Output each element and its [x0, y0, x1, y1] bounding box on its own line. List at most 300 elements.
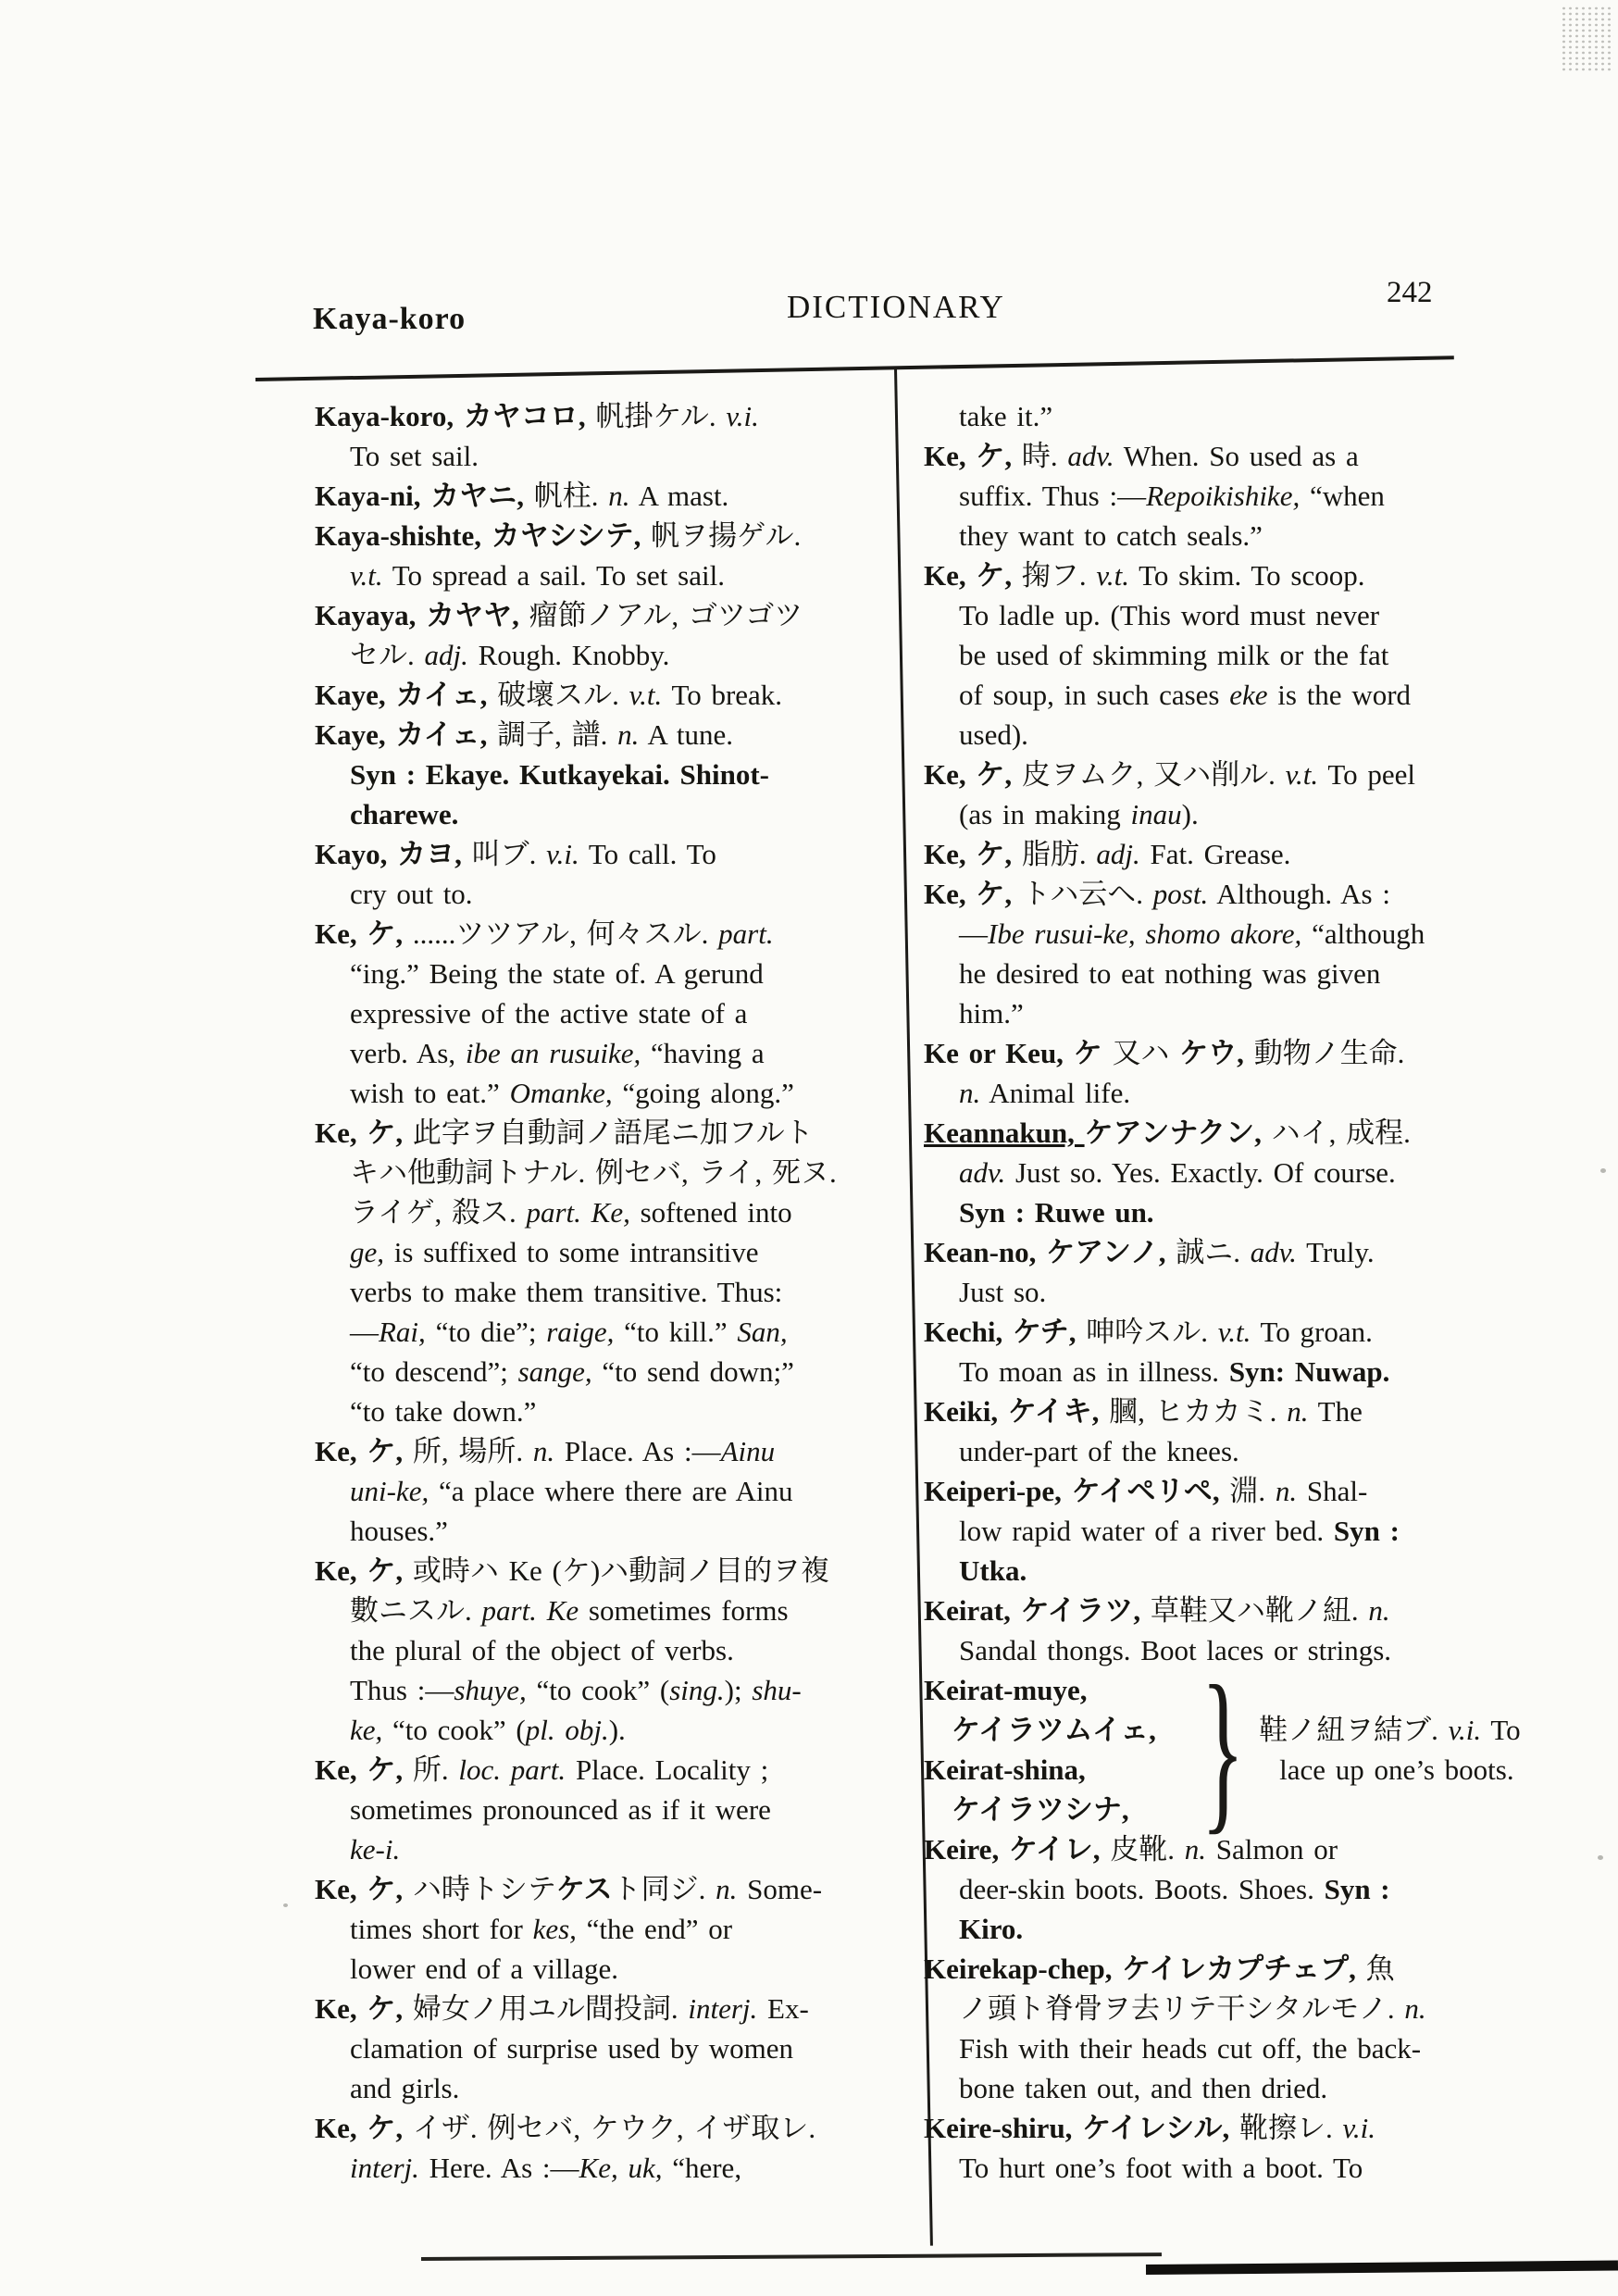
text-run: “to descend”; — [350, 1355, 518, 1388]
text-run: To call. To — [579, 838, 716, 870]
text-run: (as in making — [959, 798, 1131, 830]
text-run: “to cook” ( — [526, 1674, 670, 1706]
entry-line — [315, 396, 912, 436]
text-run: ト同ジ. — [612, 1873, 716, 1905]
entry-line — [924, 1750, 1203, 1790]
text-run: interj. — [350, 2152, 419, 2184]
entry-line — [315, 794, 912, 834]
dictionary-entry — [924, 1391, 1539, 1471]
entry-line — [924, 1790, 1203, 1829]
text-run: カヤニ, — [430, 480, 534, 512]
headword: Kaya-shishte, — [315, 519, 492, 552]
text-run: “although — [1301, 917, 1425, 950]
text-run: ケ — [1073, 1037, 1113, 1069]
headword: Ke, — [315, 1753, 367, 1786]
text-run: n. — [1287, 1395, 1309, 1428]
entry-line — [315, 1949, 912, 1989]
entry-line — [315, 2068, 912, 2108]
headword: Keirat-muye, — [924, 1674, 1088, 1706]
text-run: loc. part. — [458, 1753, 566, 1786]
headword: Ke, — [924, 758, 977, 791]
text-run: Place. As :— — [554, 1435, 721, 1467]
text-run: Ibe rusui-ke, shomo akore, — [988, 917, 1302, 950]
headword: Keirekap-chep, — [924, 1953, 1123, 1985]
entry-line — [315, 1670, 912, 1710]
entry-line — [315, 1192, 912, 1232]
text-run: Kiro. — [959, 1913, 1024, 1945]
text-run: uni-ke, — [350, 1475, 429, 1507]
text-run: San, — [737, 1316, 788, 1348]
text-run: adj. — [1096, 838, 1140, 870]
text-run: expressive of the active state of a — [350, 997, 748, 1029]
headword: Kean-no, — [924, 1236, 1047, 1268]
text-run: Shal- — [1297, 1475, 1368, 1507]
text-run: 破壞スル. — [497, 679, 629, 711]
text-run: v.i. — [726, 400, 759, 432]
text-run: kes, — [532, 1913, 577, 1945]
entry-line — [924, 914, 1539, 954]
dictionary-entry — [315, 1551, 912, 1750]
dictionary-entry — [924, 1471, 1539, 1591]
text-run: lower end of a village. — [350, 1953, 619, 1985]
text-run: adv. — [959, 1156, 1006, 1189]
headword: Kayaya, — [315, 599, 427, 631]
text-run: part. — [718, 917, 774, 950]
entry-line — [924, 1312, 1539, 1352]
entry-line — [315, 1232, 912, 1272]
headword: Kaya-ni, — [315, 480, 431, 512]
text-run: used). — [959, 718, 1028, 751]
dictionary-entry — [315, 1869, 912, 1989]
text-run: v.t. — [350, 559, 383, 592]
headword: Keire-shiru, — [924, 2112, 1083, 2144]
dictionary-entry — [924, 2108, 1539, 2188]
headword: Keirat, — [924, 1594, 1021, 1627]
text-run: ハ時トシテ — [412, 1873, 556, 1905]
text-run: To skim. To scoop. — [1128, 559, 1365, 592]
text-run: カヤシシテ, — [491, 519, 652, 552]
headword: Ke, — [315, 917, 367, 950]
headword: Keiki, — [924, 1395, 1008, 1428]
dictionary-entry — [924, 555, 1539, 755]
entry-line — [315, 1471, 912, 1511]
text-run: charewe. — [350, 798, 459, 830]
text-run: n. — [1404, 1992, 1426, 2025]
text-run: ケス — [555, 1873, 613, 1905]
entry-line — [315, 1391, 912, 1431]
entry-line — [924, 1909, 1539, 1949]
left-column — [315, 396, 912, 2188]
text-run: adj. — [424, 639, 468, 671]
entry-line — [924, 1989, 1539, 2028]
scan-noise-dot — [283, 1903, 288, 1907]
text-run: wish to eat.” — [350, 1077, 510, 1109]
entry-line — [924, 715, 1539, 755]
text-run: カヤヤ, — [426, 599, 529, 631]
text-run: raige, — [546, 1316, 615, 1348]
entry-line — [315, 1710, 912, 1750]
headword: Kaye, — [315, 679, 396, 711]
text-run: ke-i. — [350, 1833, 401, 1866]
entry-line — [924, 794, 1539, 834]
text-run: Utka. — [959, 1554, 1027, 1587]
entry-line — [924, 436, 1539, 476]
text-run: To groan. — [1251, 1316, 1373, 1348]
headword: Ke, — [924, 838, 977, 870]
text-run: bone taken out, and then dried. — [959, 2072, 1328, 2104]
headword: Keannakun, — [924, 1117, 1085, 1149]
dictionary-entry — [924, 396, 1539, 436]
headword: Ke, — [315, 1117, 367, 1149]
entry-line — [1259, 1710, 1521, 1750]
text-run: “ing.” Being the state of. A gerund — [350, 957, 764, 990]
text-run: 帆ヲ揚ゲル. — [651, 519, 802, 552]
text-run: Thus :— — [350, 1674, 454, 1706]
headword: Kayo, — [315, 838, 398, 870]
text-run: take it.” — [959, 400, 1053, 432]
text-run: ノ頭ト脊骨ヲ去リテ干シタルモノ. — [959, 1992, 1405, 2025]
page-title: DICTIONARY — [787, 289, 1005, 325]
text-run: To set sail. — [350, 440, 479, 472]
entry-line — [924, 1591, 1539, 1630]
dictionary-entry — [924, 834, 1539, 874]
text-run: pl. obj. — [525, 1714, 609, 1746]
text-run: Animal life. — [980, 1077, 1131, 1109]
entry-line — [315, 1511, 912, 1551]
text-run: verb. As, — [350, 1037, 466, 1069]
text-run: ケウ, — [1179, 1037, 1254, 1069]
entry-line — [315, 1591, 912, 1630]
headword: Kechi, — [924, 1316, 1013, 1348]
text-run: Ke, uk, — [579, 2152, 663, 2184]
entry-line — [315, 874, 912, 914]
dictionary-entry — [315, 476, 912, 516]
text-run: When. So used as a — [1114, 440, 1359, 472]
dictionary-entry — [315, 1750, 912, 1869]
text-run: v.t. — [1217, 1316, 1251, 1348]
text-run: ケイレカプチェプ, — [1122, 1953, 1366, 1985]
entry-line — [315, 1153, 912, 1192]
text-run: Here. As :— — [418, 2152, 579, 2184]
entry-line — [315, 1272, 912, 1312]
entry-line — [924, 635, 1539, 675]
text-run: 叫ブ. — [471, 838, 547, 870]
text-run: shu- — [752, 1674, 802, 1706]
dictionary-entry — [315, 834, 912, 914]
text-run: Syn : — [1324, 1873, 1390, 1905]
text-run: n. — [532, 1435, 555, 1467]
text-run: To break. — [662, 679, 783, 711]
entry-line — [315, 635, 912, 675]
text-run: 時. — [1021, 440, 1068, 472]
headword: Ke, — [924, 559, 977, 592]
text-run: カヨ, — [397, 838, 472, 870]
text-run: ). — [608, 1714, 626, 1746]
entry-line — [315, 1312, 912, 1352]
dictionary-entry — [924, 1113, 1539, 1232]
text-run: ケアンナクン, — [1084, 1117, 1272, 1149]
text-run: 又ハ — [1112, 1037, 1180, 1069]
scan-noise-dot — [1598, 1855, 1603, 1860]
text-run: 動物ノ生命. — [1253, 1037, 1405, 1069]
text-run: the plural of the object of verbs. — [350, 1634, 734, 1666]
text-run: part. — [481, 1594, 547, 1627]
text-run: 草鞋又ハ靴ノ紐. — [1150, 1594, 1369, 1627]
header-section-word: Kaya-koro — [313, 302, 467, 336]
entry-line — [315, 834, 912, 874]
dictionary-entry — [315, 2108, 912, 2188]
text-run: 或時ハ Ke (ケ)ハ動詞ノ目的ヲ複 — [412, 1554, 830, 1587]
text-run: ケ, — [367, 2112, 413, 2144]
text-run: — — [350, 1316, 379, 1348]
entry-line — [315, 993, 912, 1033]
entry-line — [924, 2108, 1539, 2148]
entry-line — [924, 1391, 1539, 1431]
text-run: Repoikishike, — [1146, 480, 1301, 512]
headword: Ke, — [315, 1435, 367, 1467]
text-run: Rai, — [379, 1316, 426, 1348]
text-run: ge, — [350, 1236, 385, 1268]
text-run: Syn: Nuwap. — [1228, 1355, 1390, 1388]
text-run: houses.” — [350, 1515, 448, 1547]
text-run: Truly. — [1296, 1236, 1375, 1268]
dictionary-entry — [924, 436, 1539, 555]
entry-line — [315, 1033, 912, 1073]
headword: Keire, — [924, 1833, 1009, 1866]
text-run: 呻吟スル. — [1086, 1316, 1218, 1348]
dictionary-entry — [924, 1312, 1539, 1391]
text-run: shuye, — [454, 1674, 527, 1706]
text-run: ケイレ, — [1008, 1833, 1111, 1866]
entry-line — [924, 1272, 1539, 1312]
text-run: ケ, — [976, 559, 1022, 592]
right-column — [924, 396, 1539, 2188]
text-run: n. — [716, 1873, 738, 1905]
dictionary-entry — [315, 1989, 912, 2108]
text-run: him.” — [959, 997, 1024, 1029]
text-run: times short for — [350, 1913, 533, 1945]
entry-line — [315, 914, 912, 954]
text-run: n. — [617, 718, 640, 751]
entry-line — [315, 516, 912, 555]
dictionary-entry — [315, 516, 912, 595]
text-run: ライゲ, 殺ス. — [350, 1196, 527, 1229]
headword: Kaye, — [315, 718, 396, 751]
text-run: Ke, — [591, 1196, 630, 1229]
text-run: 所, 場所. — [412, 1435, 533, 1467]
text-run: sometimes forms — [579, 1594, 789, 1627]
text-run: post. — [1152, 878, 1209, 910]
text-run: “to kill.” — [614, 1316, 738, 1348]
text-run: A tune. — [639, 718, 734, 751]
text-run: Rough. Knobby. — [467, 639, 670, 671]
text-run: 數ニスル. — [350, 1594, 482, 1627]
entry-line — [315, 1909, 912, 1949]
text-run: セル. — [350, 639, 425, 671]
text-run: v.i. — [546, 838, 579, 870]
dictionary-entry — [315, 396, 912, 476]
text-run: 膕, ヒカカミ. — [1109, 1395, 1288, 1428]
text-run: verbs to make them transitive. Thus: — [350, 1276, 783, 1308]
text-run: Syn : — [1333, 1515, 1400, 1547]
text-run: is suffixed to some intransitive — [384, 1236, 759, 1268]
text-run: ケチ, — [1013, 1316, 1087, 1348]
dictionary-entry — [315, 595, 912, 675]
entry-line — [315, 1352, 912, 1391]
text-run: interj. — [688, 1992, 758, 2025]
text-run: “a place where there are Ainu — [429, 1475, 793, 1507]
text-run: Place. Locality ; — [566, 1753, 769, 1786]
text-run: 帆柱. — [533, 480, 609, 512]
entry-line — [315, 675, 912, 715]
entry-line — [924, 1670, 1203, 1710]
text-run: 婦女ノ用ユル間投詞. — [412, 1992, 689, 2025]
headword: Ke, — [315, 2112, 367, 2144]
text-run: Ke — [546, 1594, 579, 1627]
text-run: 帆掛ケル. — [595, 400, 727, 432]
entry-line — [924, 1232, 1539, 1272]
entry-line — [315, 1829, 912, 1869]
text-run: ケアンノ, — [1046, 1236, 1176, 1268]
entry-line — [315, 1431, 912, 1471]
text-run: “to take down.” — [350, 1395, 537, 1428]
page-number: 242 — [1387, 276, 1433, 309]
text-run: 誠ニ. — [1176, 1236, 1251, 1268]
text-run: 瘤節ノアル, ゴツゴツ — [529, 599, 803, 631]
dictionary-entry — [924, 1033, 1539, 1113]
entry-line — [315, 755, 912, 794]
entry-line — [924, 874, 1539, 914]
text-run: Fat. Grease. — [1139, 838, 1291, 870]
text-run: suffix. Thus :— — [959, 480, 1147, 512]
text-run: 靴擦レ. — [1238, 2112, 1343, 2144]
text-run: “to die”; — [425, 1316, 547, 1348]
text-run: ). — [1181, 798, 1199, 830]
entry-line — [924, 1073, 1539, 1113]
text-run: Just so. — [959, 1276, 1047, 1308]
text-run: lace up one’s boots. — [1279, 1753, 1514, 1786]
text-run: ケ, — [976, 758, 1022, 791]
entry-line — [315, 1750, 912, 1790]
dictionary-entry — [315, 914, 912, 1113]
brace-glyph: } — [1201, 1649, 1245, 1850]
text-run: under-part of the knees. — [959, 1435, 1239, 1467]
text-run: n. — [1184, 1833, 1207, 1866]
entry-line — [924, 2028, 1539, 2068]
entry-line — [924, 954, 1539, 993]
entry-line — [924, 1153, 1539, 1192]
text-run: Ex- — [757, 1992, 809, 2025]
text-run: ケ, — [976, 878, 1022, 910]
entry-line — [315, 2108, 912, 2148]
text-run: 鞋ノ紐ヲ結ブ. — [1259, 1714, 1449, 1746]
entry-line — [1259, 1750, 1521, 1790]
entry-line — [315, 954, 912, 993]
text-run: deer-skin boots. Boots. Shoes. — [959, 1873, 1325, 1905]
text-run: “having a — [641, 1037, 765, 1069]
text-run: 皮靴. — [1110, 1833, 1185, 1866]
text-run: n. — [1275, 1475, 1298, 1507]
entry-line — [315, 1630, 912, 1670]
text-run: v.i. — [1448, 1714, 1482, 1746]
text-run: Salmon or — [1206, 1833, 1338, 1866]
text-run: Some- — [737, 1873, 823, 1905]
text-run: 皮ヲムク, 又ハ削ル. — [1021, 758, 1286, 791]
text-run: Syn : Ruwe un. — [959, 1196, 1154, 1229]
entry-line — [924, 1113, 1539, 1153]
dictionary-entry — [924, 755, 1539, 834]
text-run: ケ, — [367, 1554, 413, 1587]
entry-line — [924, 1511, 1539, 1551]
text-run: 掬フ. — [1021, 559, 1097, 592]
entry-line — [315, 595, 912, 635]
headword: Ke or Keu, — [924, 1037, 1074, 1069]
text-run: ケ, — [976, 838, 1022, 870]
text-run: adv. — [1067, 440, 1114, 472]
text-run: cry out to. — [350, 878, 473, 910]
entry-line — [924, 555, 1539, 595]
text-run: ケイレシル, — [1082, 2112, 1239, 2144]
entry-line — [924, 1192, 1539, 1232]
text-run: “going along.” — [612, 1077, 794, 1109]
headword: Ke, — [924, 440, 977, 472]
text-run: is the word — [1267, 679, 1412, 711]
entry-line — [924, 476, 1539, 516]
text-run: v.t. — [1285, 758, 1319, 791]
text-run: Omanke, — [509, 1077, 613, 1109]
dictionary-entry — [924, 874, 1539, 1033]
headword: Ke, — [924, 878, 977, 910]
text-run: ke, — [350, 1714, 383, 1746]
text-run: Syn : Ekaye. Kutkayekai. Shinot- — [350, 758, 769, 791]
headword: Kaya-koro, — [315, 400, 464, 432]
text-run: ケ, — [367, 917, 413, 950]
text-run: トハ云ヘ. — [1021, 878, 1153, 910]
dictionary-entry — [315, 1113, 912, 1431]
text-run: Just so. Yes. Exactly. Of course. — [1005, 1156, 1396, 1189]
text-run: 所. — [412, 1753, 459, 1786]
footer-rule-dark-segment — [1146, 2261, 1618, 2275]
text-run: 脂肪. — [1021, 838, 1097, 870]
entry-line — [924, 1949, 1539, 1989]
entry-line — [315, 1073, 912, 1113]
text-run: “to cook” ( — [382, 1714, 526, 1746]
text-run: 魚 — [1365, 1953, 1395, 1985]
entry-line — [924, 595, 1539, 635]
text-run: To ladle up. (This word must never — [959, 599, 1380, 631]
text-run: Although. As : — [1208, 878, 1390, 910]
entry-line — [924, 516, 1539, 555]
entry-line — [924, 1551, 1539, 1591]
scan-noise-speckle — [1561, 6, 1614, 72]
text-run: “to send down;” — [591, 1355, 794, 1388]
text-run: he desired to eat nothing was given — [959, 957, 1381, 990]
entry-line — [924, 2068, 1539, 2108]
text-run: The — [1308, 1395, 1363, 1428]
text-run: and girls. — [350, 2072, 460, 2104]
text-run: キハ他動詞トナル. 例セバ, ライ, 死ヌ. — [350, 1156, 837, 1189]
text-run: Fish with their heads cut off, the back- — [959, 2032, 1422, 2065]
text-run: ケイラツムイェ, — [952, 1714, 1156, 1746]
text-run: low rapid water of a river bed. — [959, 1515, 1334, 1547]
text-run: 淵. — [1229, 1475, 1276, 1507]
dictionary-entry — [315, 1431, 912, 1551]
text-run: of soup, in such cases — [959, 679, 1230, 711]
entry-line — [924, 1352, 1539, 1391]
entry-line — [924, 834, 1539, 874]
text-run: Keirat-shina, — [924, 1753, 1086, 1786]
text-run: part. — [526, 1196, 591, 1229]
